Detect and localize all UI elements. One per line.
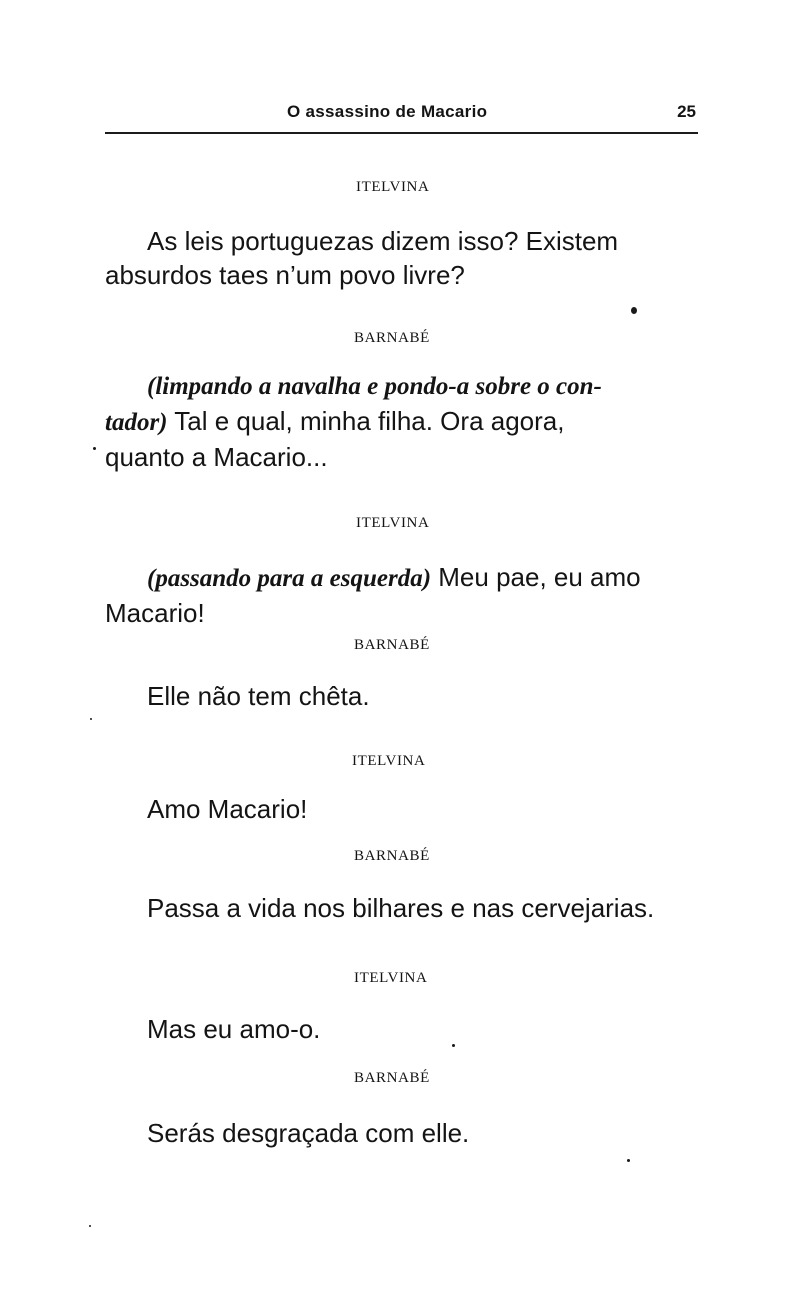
speaker-name: BARNABÉ — [354, 637, 430, 653]
speech-line: quanto a Macario... — [105, 442, 328, 472]
speech-text — [147, 1012, 320, 1046]
speaker-name: BARNABÉ — [354, 848, 430, 864]
speech-line: Macario! — [105, 598, 205, 628]
header-rule — [105, 132, 698, 134]
speech-line: Elle não tem chêta. — [147, 681, 370, 711]
speech-line: absurdos taes n’um povo livre? — [105, 260, 465, 290]
speech-line: As leis portuguezas dizem isso? Existem — [147, 226, 619, 256]
ink-speck — [93, 447, 96, 450]
ink-speck — [627, 1159, 630, 1162]
speech-line: Serás desgraçada com elle. — [147, 1118, 470, 1148]
ink-speck — [90, 718, 92, 720]
speech-line — [105, 560, 641, 596]
page-number: 25 — [677, 102, 696, 121]
stage-direction: tador) — [105, 409, 168, 436]
stage-direction: (passando para a esquerda) — [147, 565, 432, 592]
ink-speck — [631, 307, 637, 314]
speaker-name: ITELVINA — [356, 179, 430, 195]
running-title: O assassino de Macario — [287, 102, 488, 121]
speech-text — [105, 560, 641, 630]
speech-line — [105, 404, 602, 440]
speech-text — [147, 1116, 469, 1150]
speaker-name: BARNABÉ — [354, 330, 430, 346]
speaker-name: ITELVINA — [356, 515, 430, 531]
speaker-name: BARNABÉ — [354, 1070, 430, 1086]
speaker-name: ITELVINA — [354, 970, 428, 986]
speech-text-run: Meu pae, eu amo — [431, 562, 641, 592]
page-header — [105, 96, 698, 136]
speech-text — [147, 792, 307, 826]
speech-text-run: Tal e qual, minha filha. Ora agora, — [167, 406, 565, 436]
ink-speck — [452, 1044, 455, 1047]
speaker-name: ITELVINA — [352, 753, 426, 769]
ink-speck — [89, 1225, 91, 1227]
stage-direction: (limpando a navalha e pondo-a sobre o con- — [147, 373, 602, 400]
speech-line: Mas eu amo-o. — [147, 1014, 321, 1044]
speech-line: Amo Macario! — [147, 794, 308, 824]
speech-text — [147, 891, 654, 925]
speech-text — [105, 224, 618, 292]
speech-line: Passa a vida nos bilhares e nas cervejarias. — [147, 893, 655, 923]
speech-text — [105, 370, 602, 474]
speech-text — [147, 679, 370, 713]
